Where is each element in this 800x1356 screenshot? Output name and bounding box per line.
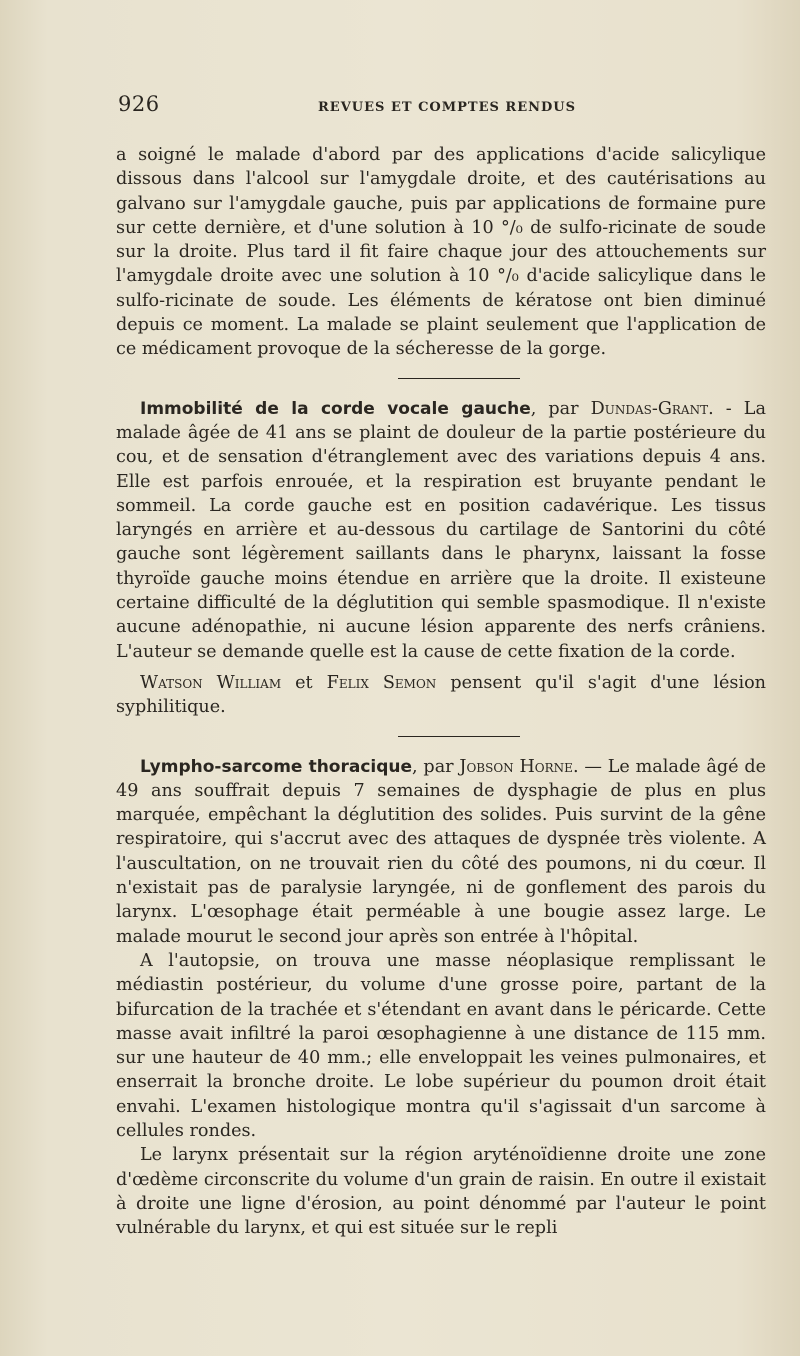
- section-divider: [398, 736, 520, 737]
- discussant-name: Felix Semon: [326, 672, 437, 693]
- page-number: 926: [118, 92, 160, 116]
- article-lympho-sarcome: [116, 755, 766, 949]
- byline-connector: , par: [530, 398, 591, 419]
- connector: et: [281, 672, 327, 693]
- section-divider: [398, 378, 520, 379]
- byline-connector: , par: [412, 756, 460, 777]
- article-author: Jobson Horne: [459, 756, 573, 777]
- page-header: [118, 92, 780, 126]
- article-immobilite: [116, 397, 766, 664]
- article-body: . - La malade âgée de 41 ans se plaint de douleur de la partie postérieure du cou, et de sensation d'étranglement avec des variations depuis 4 ans. Elle est parfois enrouée, et la respiration est bruyante pendant le sommeil. La corde gauche est en position cadavérique. Les tissus laryngés en arrière et au-dessous du cartilage de Santorini du côté gauche sont légèrement saillants dans le pharynx, laissant la fosse thyroïde gauche moins étendue en arrière que la droite. Il existeune certaine difficulté de la déglutition qui semble spasmodique. Il n'existe aucune adénopathie, ni aucune lésion apparente des nerfs crâniens. L'auteur se demande quelle est la cause de cette fixation de la corde.: [116, 398, 766, 662]
- running-title: REVUES ET COMPTES RENDUS: [318, 100, 576, 115]
- discussion-text: pensent qu'il s'agit d'une lésion syphilitique.: [116, 672, 767, 718]
- discussant-name: Watson William: [140, 672, 282, 693]
- article-title: Lympho-sarcome thoracique: [140, 756, 413, 777]
- article-body: . — Le malade âgé de 49 ans souffrait depuis 7 semaines de dysphagie de plus en plus marquée, empêchant la déglutition des solides. Puis survint de la gêne respiratoire, qui s'accrut avec des attaques de dyspnée très violente. A l'auscultation, on ne trouvait rien du côté des poumons, ni du cœur. Il n'existait pas de paralysie laryngée, ni de gonflement des parois du larynx. L'œsophage était perméable à une bougie assez large. Le malade mourut le second jour après son entrée à l'hôpital.: [116, 756, 766, 947]
- body-text: [116, 143, 766, 1240]
- discussion-paragraph: [116, 671, 766, 720]
- larynx-paragraph: Le larynx présentait sur la région aryténoïdienne droite une zone d'œdème circonscrite du volume d'un grain de raisin. En outre il existait à droite une ligne d'érosion, au point dénommé par l'auteur le point vulnérable du larynx, et qui est située sur le repli: [116, 1145, 766, 1239]
- article-author: Dundas-Grant: [590, 398, 709, 419]
- article-title: Immobilité de la corde vocale gauche: [140, 398, 531, 419]
- autopsy-paragraph: A l'autopsie, on trouva une masse néoplasique remplissant le médiastin postérieur, du volume d'une grosse poire, partant de la bifurcation de la trachée et s'étendant en avant dans le péricarde. Cette masse avait infiltré la paroi œsophagienne à une distance de 115 mm. sur une hauteur de 40 mm.; elle enveloppait les veines pulmonaires, et enserrait la bronche droite. Le lobe supérieur du poumon droit était envahi. L'examen histologique montra qu'il s'agissait d'un sarcome à cellules rondes.: [116, 950, 766, 1141]
- continued-paragraph: a soigné le malade d'abord par des applications d'acide salicylique dissous dans l'alcool sur l'amygdale droite, et des cautérisations au galvano sur l'amygdale gauche, puis par applications de formaine pure sur cette dernière, et d'une solution à 10 °/₀ de sulfo-ricinate de soude sur la droite. Plus tard il fit faire chaque jour des attouchements sur l'amygdale droite avec une solution à 10 °/₀ d'acide salicylique dans le sulfo-ricinate de soude. Les éléments de kératose ont bien diminué depuis ce moment. La malade se plaint seulement que l'application de ce médicament provoque de la sécheresse de la gorge.: [116, 145, 766, 360]
